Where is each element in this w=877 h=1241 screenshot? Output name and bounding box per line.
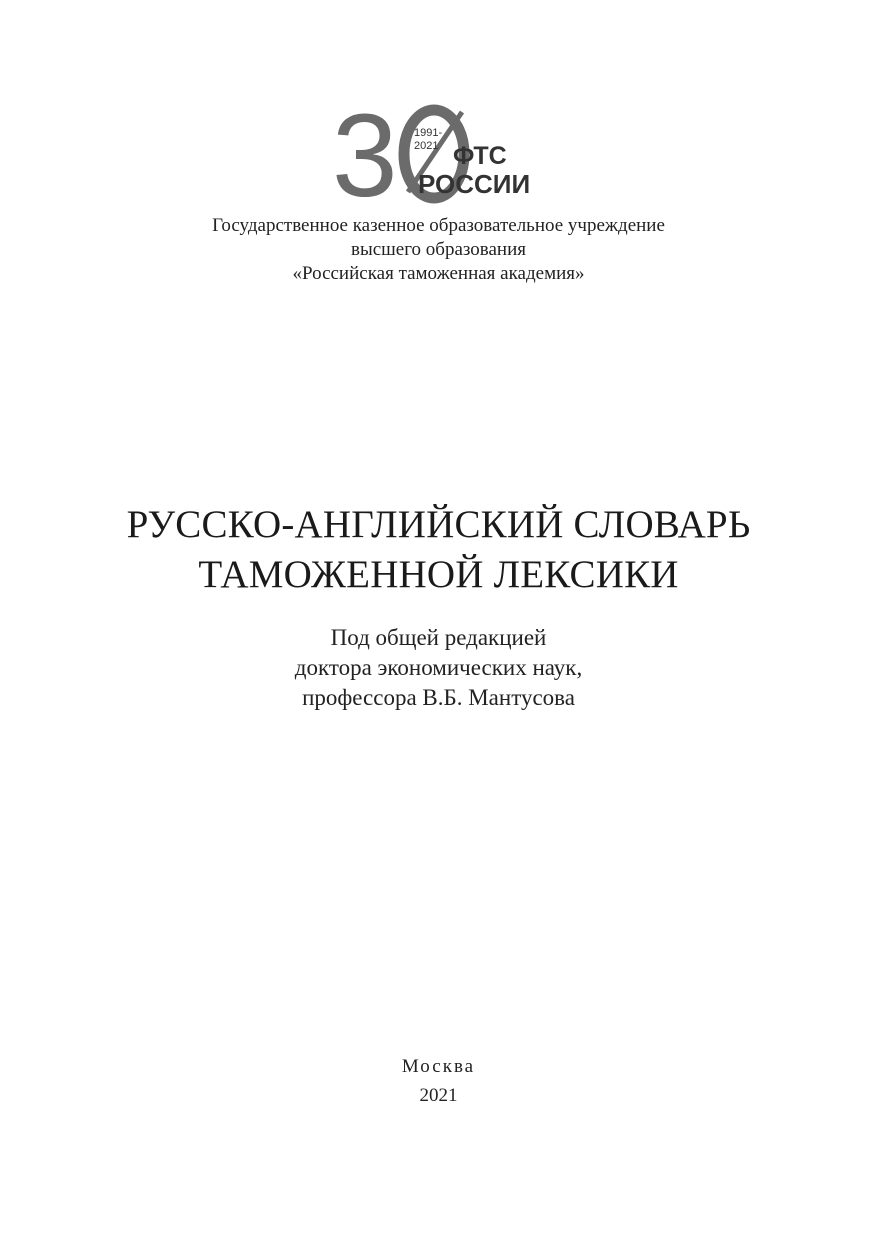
institution-block <box>0 214 877 286</box>
imprint-year: 2021 <box>419 1085 458 1106</box>
editor-line-2: доктора экономических наук, <box>294 655 583 680</box>
book-title-line-1: РУССКО-АНГЛИЙСКИЙ СЛОВАРЬ <box>126 503 751 546</box>
logo-number-three: 3 <box>332 92 398 204</box>
logo-years-top: 1991- <box>414 127 443 139</box>
editor-line-1: Под общей редакцией <box>330 625 547 650</box>
book-title-line-2: ТАМОЖЕННОЙ ЛЕКСИКИ <box>198 553 679 596</box>
institution-line-3: «Российская таможенная академия» <box>292 263 585 284</box>
logo-org-line1: ФТС <box>453 142 507 170</box>
logo-org-line2: РОССИИ <box>418 169 531 199</box>
institution-line-2: высшего образования <box>350 239 527 260</box>
imprint-city: Москва <box>401 1056 476 1077</box>
institution-line-1: Государственное казенное образовательное учреждение <box>212 215 665 236</box>
editor-block <box>0 623 877 713</box>
logo-years-bottom: 2021 <box>414 140 439 152</box>
editor-line-3: профессора В.Б. Мантусова <box>302 685 575 710</box>
fts-anniversary-logo <box>330 92 560 204</box>
book-title <box>0 500 877 600</box>
